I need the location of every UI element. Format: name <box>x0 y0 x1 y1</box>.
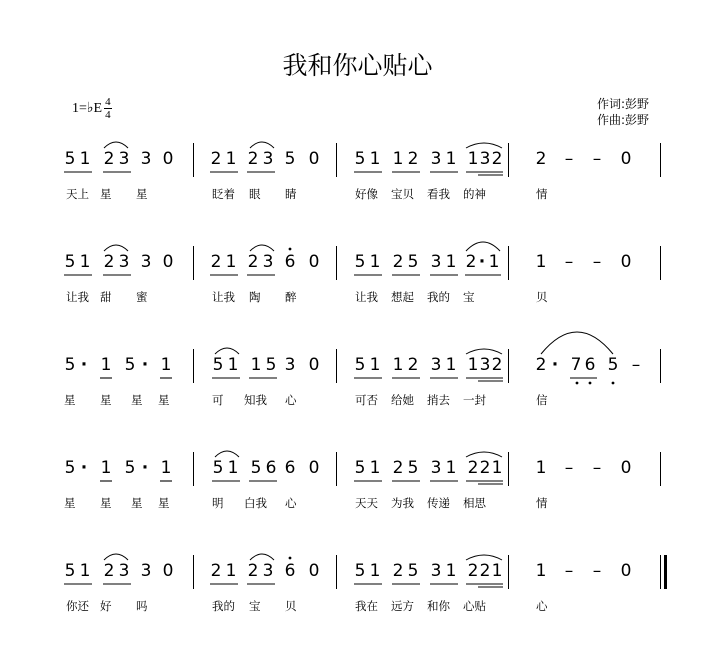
note: 2 <box>392 561 404 581</box>
time-sig-bottom: 4 <box>105 109 111 121</box>
lyric: 我在 <box>355 599 378 613</box>
note: 1 <box>392 355 404 375</box>
note: 1 <box>392 149 404 169</box>
bar-line <box>508 555 509 589</box>
note: 1 <box>100 355 112 375</box>
note: 0 <box>162 149 174 169</box>
flat-icon: ♭ <box>86 101 94 116</box>
note: · <box>478 252 486 272</box>
note: – <box>592 149 602 169</box>
lyric: 天天 <box>355 496 378 510</box>
note: 3 <box>118 252 130 272</box>
note: 1 <box>250 355 262 375</box>
lyric: 捎去 <box>427 393 450 407</box>
note: 2 <box>491 149 503 169</box>
lyric: 蜜 <box>136 290 148 304</box>
song-title: 我和你心贴心 <box>282 51 433 80</box>
slur <box>466 555 502 560</box>
lyric: 星 <box>136 187 148 201</box>
lyric: 让我 <box>355 290 378 304</box>
note: 1 <box>445 149 457 169</box>
lyric: 心 <box>285 496 297 510</box>
lyric: 贝 <box>285 599 297 613</box>
note: – <box>564 252 574 272</box>
low-octave-dot <box>589 382 592 385</box>
note: 5 <box>64 252 76 272</box>
note: 3 <box>430 355 442 375</box>
note: 2 <box>247 252 259 272</box>
note: 0 <box>620 458 632 478</box>
note: 1 <box>369 458 381 478</box>
lyric: 星 <box>158 393 170 407</box>
lyric: 星 <box>131 393 143 407</box>
note: 3 <box>262 149 274 169</box>
bar-line <box>660 555 661 589</box>
note: 3 <box>140 149 152 169</box>
lyric: 星 <box>158 496 170 510</box>
note: 1 <box>369 252 381 272</box>
bar-line <box>193 555 194 589</box>
lyric: 你还 <box>66 599 89 613</box>
note: 2 <box>210 252 222 272</box>
note: 1 <box>491 561 503 581</box>
bar-line <box>508 246 509 280</box>
note: 2 <box>467 458 479 478</box>
note: 1 <box>160 355 172 375</box>
note: 5 <box>407 252 419 272</box>
note: 5 <box>124 458 136 478</box>
lyric: 好像 <box>355 187 378 201</box>
bar-line <box>193 349 194 383</box>
note: 5 <box>265 355 277 375</box>
low-octave-dot <box>612 382 615 385</box>
slur <box>466 242 500 251</box>
note: 5 <box>284 149 296 169</box>
note: – <box>564 561 574 581</box>
note: 1 <box>445 458 457 478</box>
lyric: 心 <box>536 599 548 613</box>
key-note: E <box>93 100 103 116</box>
note: 1 <box>225 252 237 272</box>
bar-line <box>660 246 661 280</box>
note: 2 <box>210 561 222 581</box>
note: 0 <box>620 561 632 581</box>
note: 2 <box>535 149 547 169</box>
lyric: 好 <box>100 599 112 613</box>
note: 1 <box>79 561 91 581</box>
lyric: 明 <box>212 496 224 510</box>
lyric: 情 <box>536 496 548 510</box>
lyric: 醉 <box>285 290 297 304</box>
note: 1 <box>79 149 91 169</box>
bar-line <box>508 349 509 383</box>
note: – <box>592 252 602 272</box>
lyric: 眼 <box>249 187 261 201</box>
lyric: 相思 <box>463 496 486 510</box>
note: 5 <box>607 355 619 375</box>
note: 2 <box>247 149 259 169</box>
note: 0 <box>620 149 632 169</box>
note: 0 <box>308 355 320 375</box>
slur <box>250 245 274 251</box>
note: 5 <box>64 561 76 581</box>
slur <box>466 452 502 457</box>
note: 0 <box>162 252 174 272</box>
lyric: 星 <box>64 496 76 510</box>
note: 1 <box>467 149 479 169</box>
lyric: 星 <box>64 393 76 407</box>
bar-line <box>508 143 509 177</box>
note: 1 <box>225 561 237 581</box>
high-octave-dot <box>289 557 292 560</box>
lyric: 天上 <box>66 187 89 201</box>
note: 1 <box>369 561 381 581</box>
lyric: 为我 <box>391 496 414 510</box>
lyric: 我的 <box>427 290 450 304</box>
slur <box>215 348 239 354</box>
slur <box>215 451 239 457</box>
note: 2 <box>479 458 491 478</box>
note: 2 <box>467 561 479 581</box>
note: 2 <box>491 355 503 375</box>
lyric: 一封 <box>463 393 486 407</box>
high-octave-dot <box>289 248 292 251</box>
slur <box>104 142 128 148</box>
bar-line <box>193 452 194 486</box>
note: 3 <box>118 149 130 169</box>
note: 6 <box>284 458 296 478</box>
bar-line <box>193 143 194 177</box>
note: 2 <box>247 561 259 581</box>
note: 5 <box>354 355 366 375</box>
note: 1 <box>369 355 381 375</box>
note: 2 <box>479 561 491 581</box>
note: 3 <box>284 355 296 375</box>
note: 1 <box>445 355 457 375</box>
slur <box>104 554 128 560</box>
note: 1 <box>225 149 237 169</box>
lyric: 信 <box>536 393 548 407</box>
slur <box>466 349 502 354</box>
bar-line <box>336 555 337 589</box>
note: 5 <box>354 561 366 581</box>
lyric: 宝 <box>463 290 475 304</box>
time-sig-top: 4 <box>105 96 111 108</box>
bar-line <box>336 349 337 383</box>
lyric: 星 <box>100 393 112 407</box>
note: 3 <box>430 458 442 478</box>
lyric: 心贴 <box>463 599 486 613</box>
note: 5 <box>354 458 366 478</box>
note: – <box>564 458 574 478</box>
bar-line <box>336 452 337 486</box>
note: 2 <box>407 355 419 375</box>
slur <box>250 554 274 560</box>
note: 1 <box>100 458 112 478</box>
note: 2 <box>392 252 404 272</box>
note: 0 <box>308 149 320 169</box>
note: 3 <box>430 252 442 272</box>
lyric: 传递 <box>427 496 450 510</box>
note: 1 <box>227 458 239 478</box>
slur <box>104 245 128 251</box>
note: 3 <box>118 561 130 581</box>
note: · <box>141 458 149 478</box>
lyric: 我的 <box>212 599 235 613</box>
note: – <box>592 561 602 581</box>
bar-line <box>193 246 194 280</box>
note: 5 <box>212 458 224 478</box>
lyric: 心 <box>285 393 297 407</box>
bar-line <box>660 143 661 177</box>
lyric: 情 <box>536 187 548 201</box>
lyric: 给她 <box>391 393 414 407</box>
bar-line <box>508 452 509 486</box>
lyric: 可 <box>212 393 224 407</box>
lyric: 和你 <box>427 599 450 613</box>
key-prefix: 1= <box>72 100 87 116</box>
note: · <box>551 355 559 375</box>
note: 3 <box>430 561 442 581</box>
lyric: 让我 <box>66 290 89 304</box>
bar-line <box>660 349 661 383</box>
note: · <box>141 355 149 375</box>
note: 2 <box>210 149 222 169</box>
final-bar-line <box>664 555 667 589</box>
note: 2 <box>535 355 547 375</box>
bar-line <box>336 246 337 280</box>
lyric: 眨着 <box>212 187 235 201</box>
note: – <box>592 458 602 478</box>
note: 1 <box>488 252 500 272</box>
note: 5 <box>407 458 419 478</box>
lyric: 白我 <box>244 496 267 510</box>
note: 3 <box>430 149 442 169</box>
note: 1 <box>445 561 457 581</box>
note: 1 <box>79 252 91 272</box>
lyric: 远方 <box>391 599 414 613</box>
note: 6 <box>265 458 277 478</box>
note: 5 <box>250 458 262 478</box>
note: 1 <box>369 149 381 169</box>
lyricist-credit: 作词:彭野 <box>597 97 650 111</box>
note: 5 <box>64 458 76 478</box>
slur <box>466 143 502 148</box>
note: 2 <box>103 149 115 169</box>
note: 1 <box>160 458 172 478</box>
note: 2 <box>392 458 404 478</box>
slur <box>541 332 613 354</box>
lyric: 让我 <box>212 290 235 304</box>
note: 5 <box>64 355 76 375</box>
lyric: 宝 <box>249 599 261 613</box>
note: 1 <box>227 355 239 375</box>
lyric: 知我 <box>244 393 267 407</box>
note: · <box>80 355 88 375</box>
note: 1 <box>491 458 503 478</box>
lyric: 吗 <box>136 599 148 613</box>
note: 7 <box>570 355 582 375</box>
note: 1 <box>467 355 479 375</box>
note: 2 <box>103 561 115 581</box>
lyric: 的神 <box>463 187 486 201</box>
note: 3 <box>140 252 152 272</box>
note: 6 <box>584 355 596 375</box>
note: 1 <box>535 561 547 581</box>
note: · <box>80 458 88 478</box>
lyric: 星 <box>100 187 112 201</box>
bar-line <box>660 452 661 486</box>
lyric: 可否 <box>355 393 378 407</box>
note: 3 <box>140 561 152 581</box>
note: 1 <box>535 458 547 478</box>
note: 0 <box>308 252 320 272</box>
note: – <box>564 149 574 169</box>
note: 0 <box>162 561 174 581</box>
lyric: 睛 <box>285 187 297 201</box>
lyric: 甜 <box>100 290 112 304</box>
note: 1 <box>535 252 547 272</box>
lyric: 宝贝 <box>391 187 414 201</box>
note: 5 <box>124 355 136 375</box>
low-octave-dot <box>576 382 579 385</box>
lyric: 看我 <box>427 187 450 201</box>
composer-credit: 作曲:彭野 <box>597 113 650 127</box>
note: 3 <box>262 561 274 581</box>
note: 0 <box>308 561 320 581</box>
note: 5 <box>354 149 366 169</box>
slur <box>250 142 274 148</box>
note: 2 <box>103 252 115 272</box>
note: 6 <box>284 252 296 272</box>
note: 6 <box>284 561 296 581</box>
lyric: 想起 <box>391 290 414 304</box>
note: 0 <box>620 252 632 272</box>
note: 1 <box>445 252 457 272</box>
lyric: 陶 <box>249 290 261 304</box>
note: 3 <box>479 149 491 169</box>
lyric: 贝 <box>536 290 548 304</box>
note: 2 <box>407 149 419 169</box>
lyric: 星 <box>100 496 112 510</box>
note: 5 <box>407 561 419 581</box>
note: 5 <box>212 355 224 375</box>
note: 2 <box>465 252 477 272</box>
lyric: 星 <box>131 496 143 510</box>
note: 0 <box>308 458 320 478</box>
note: 5 <box>354 252 366 272</box>
note: – <box>631 355 641 375</box>
bar-line <box>336 143 337 177</box>
note: 5 <box>64 149 76 169</box>
note: 3 <box>479 355 491 375</box>
note: 3 <box>262 252 274 272</box>
